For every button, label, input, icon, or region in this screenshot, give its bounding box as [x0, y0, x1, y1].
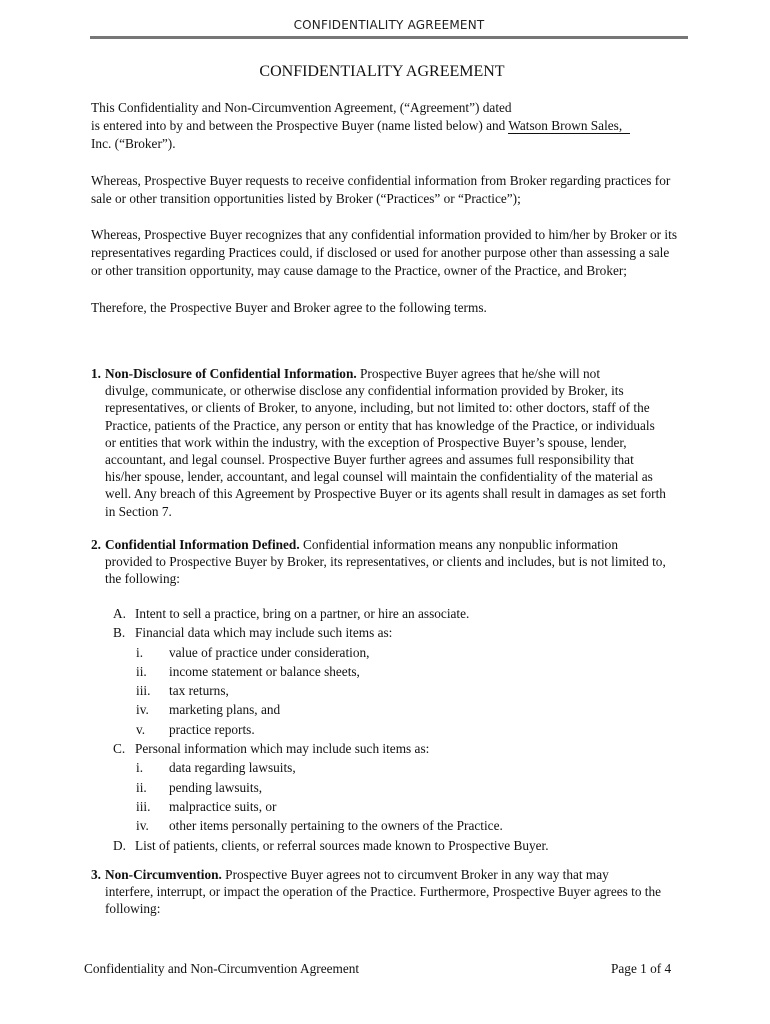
- sub-list-item-text: value of practice under consideration,: [169, 644, 370, 660]
- footer-document-name: Confidentiality and Non-Circumvention Agreement: [84, 961, 360, 976]
- list-item: [113, 739, 673, 758]
- list-marker: D.: [113, 837, 126, 853]
- sub-list-item-text: pending lawsuits,: [169, 779, 263, 795]
- sub-list-item-text: other items personally pertaining to the owners of the Practice.: [169, 818, 503, 834]
- list-item-text: Intent to sell a practice, bring on a partner, or hire an associate.: [135, 606, 470, 621]
- sub-list-marker: i.: [136, 644, 144, 660]
- list-item: [113, 836, 673, 855]
- sub-list-marker: ii.: [136, 779, 147, 795]
- section-3-text: interfere, interrupt, or impact the operation of the Practice. Furthermore, Prospective Buyer agrees to the following:: [105, 884, 662, 917]
- list-item-text: Personal information which may include such items as:: [135, 741, 430, 757]
- section-1-text-first: Prospective Buyer agrees that he/she will not: [356, 366, 601, 381]
- definition-list: [113, 604, 673, 855]
- whereas-paragraph-1: Whereas, Prospective Buyer requests to receive confidential information from Broker regarding practices for sale or other transition opportunities listed by Broker (“Practices” or “Practice”);: [91, 172, 671, 206]
- sub-list-item: [113, 797, 673, 816]
- header-rule: [90, 36, 688, 39]
- broker-name-continued: Inc.: [91, 136, 112, 152]
- section-1-number: 1.: [91, 366, 101, 381]
- sub-list-item-text: income statement or balance sheets,: [169, 663, 360, 679]
- sub-list-marker: v.: [136, 721, 146, 737]
- sub-list-marker: iii.: [136, 798, 151, 814]
- sub-list-item: [113, 681, 673, 700]
- list-item-text: List of patients, clients, or referral sources made known to Prospective Buyer.: [135, 837, 549, 853]
- list-item: [113, 604, 673, 623]
- sub-list-item: [113, 643, 673, 662]
- sub-list-marker: iii.: [136, 683, 151, 699]
- list-marker: C.: [113, 741, 126, 757]
- sub-list-item-text: malpractice suits, or: [169, 798, 277, 814]
- therefore-paragraph: Therefore, the Prospective Buyer and Broker agree to the following terms.: [91, 299, 487, 315]
- section-3-text-first: Prospective Buyer agrees not to circumvent Broker in any way that may: [221, 867, 609, 882]
- section-2-text: provided to Prospective Buyer by Broker, its representatives, or clients and includes, but is not limited to, the following:: [105, 554, 666, 587]
- intro-line-2-text: is entered into by and between the Prospective Buyer (name listed below) and: [91, 118, 509, 134]
- sub-list-item: [113, 758, 673, 777]
- sub-list-item-text: practice reports.: [169, 721, 255, 737]
- running-header: CONFIDENTIALITY AGREEMENT: [293, 18, 485, 32]
- section-3: [91, 866, 666, 918]
- sub-list-item: [113, 816, 673, 835]
- section-1-heading: Non-Disclosure of Confidential Information.: [105, 366, 357, 381]
- list-marker: A.: [113, 606, 126, 621]
- whereas-paragraph-2: Whereas, Prospective Buyer recognizes that any confidential information provided to him/her by Broker or its representatives regarding Practices could, if disclosed or used for another purpose other than assessing a sale or other transition opportunity, may cause damage to the Practice, owner of the Practice, and Broker;: [91, 227, 677, 279]
- sub-list-item: [113, 720, 673, 739]
- sub-list-item-text: data regarding lawsuits,: [169, 760, 296, 776]
- intro-line-1: This Confidentiality and Non-Circumvention Agreement, (“Agreement”) dated: [91, 100, 512, 115]
- list-item: [113, 623, 673, 642]
- broker-alias: (“Broker”).: [111, 136, 176, 152]
- document-body: [91, 99, 681, 317]
- sub-list-marker: iv.: [136, 818, 149, 834]
- sub-list-item-text: tax returns,: [169, 683, 229, 699]
- section-1-text: divulge, communicate, or otherwise disclose any confidential information provided by Broker, its representatives, or clients of Broker, to anyone, including, but not limited to: other doctors, staff of the Practice, patients of the Practice, any person or entity that has knowledge of the Practice, or individuals or entities that work within the industry, with the exception of Prospective Buyer’s spouse, lender, accountant, and legal counsel. Prospective Buyer further agrees and assumes full responsibility that his/her spouse, lender, accountant, and legal counsel will maintain the confidentiality of the material as well. Any breach of this Agreement by Prospective Buyer or its agents shall result in damages as set forth in Section 7.: [105, 383, 666, 519]
- intro-line-3: [91, 135, 681, 153]
- list-item-text: Financial data which may include such items as:: [135, 625, 393, 641]
- section-2: [91, 536, 666, 588]
- section-3-number: 3.: [91, 867, 101, 882]
- sub-list-item-text: marketing plans, and: [169, 702, 281, 718]
- intro-line-2: [91, 117, 681, 135]
- sub-list-item: [113, 700, 673, 719]
- sub-list-marker: iv.: [136, 702, 149, 718]
- section-2-heading: Confidential Information Defined.: [105, 537, 300, 552]
- sub-list-item: [113, 778, 673, 797]
- sub-list-item: [113, 662, 673, 681]
- broker-name-field: Watson Brown Sales,: [508, 118, 630, 134]
- section-2-text-first: Confidential information means any nonpublic information: [299, 537, 618, 552]
- section-1: [91, 365, 666, 520]
- footer-page-number: Page 1 of 4: [611, 961, 672, 976]
- section-3-heading: Non-Circumvention.: [105, 867, 222, 882]
- document-title: CONFIDENTIALITY AGREEMENT: [259, 63, 505, 80]
- list-marker: B.: [113, 625, 126, 641]
- intro-paragraph: [91, 99, 681, 154]
- section-2-number: 2.: [91, 537, 101, 552]
- sub-list-marker: i.: [136, 760, 144, 776]
- sub-list-marker: ii.: [136, 663, 147, 679]
